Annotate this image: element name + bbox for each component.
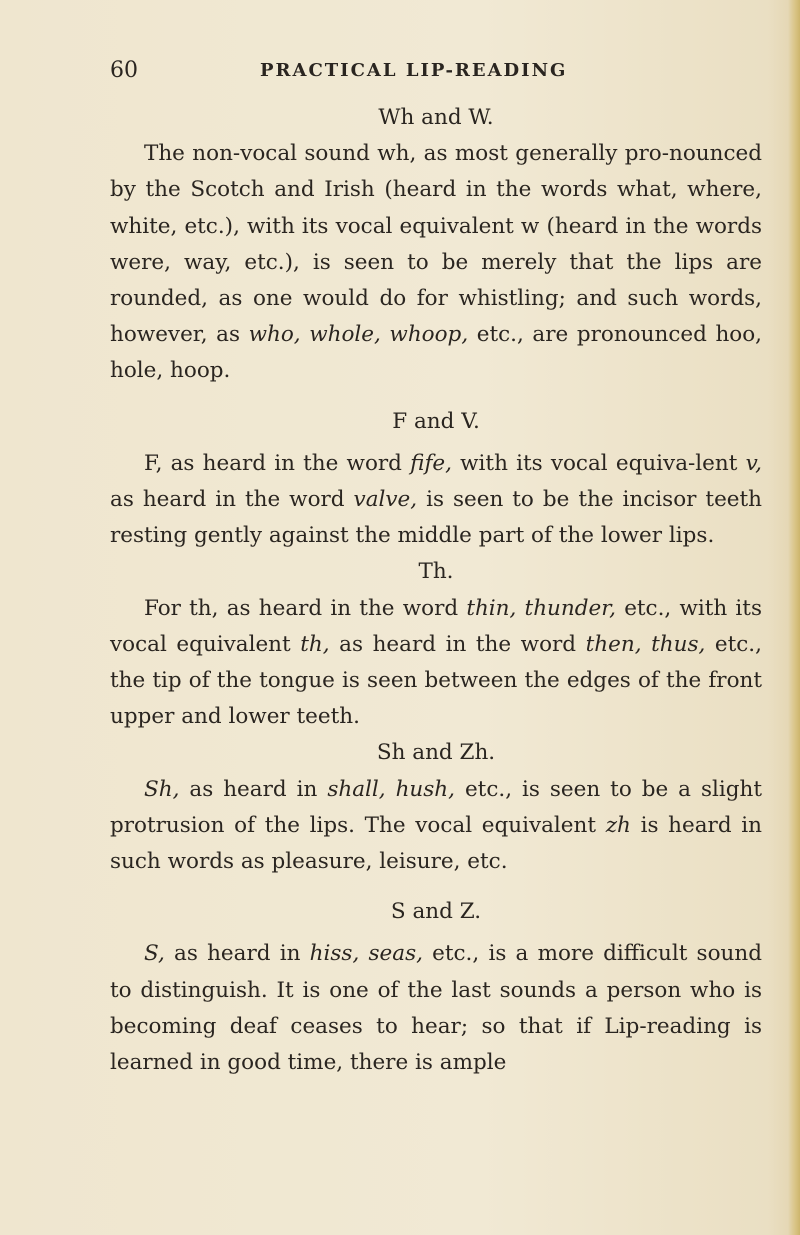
paragraph-fv: F, as heard in the word fife, with its vocal equiva-lent v, as heard in the word valve, is seen to be the incisor teeth resting gently against the middle part of the lower lips. (110, 450, 762, 549)
paragraph-th: For th, as heard in the word thin, thunder, etc., with its vocal equivalent th, as heard in the word then, thus, etc., the tip of the tongue is seen between the edges of the front upper and lower teeth. (110, 595, 762, 730)
page-number: 60 (110, 58, 138, 83)
paragraph-wh: The non-vocal sound wh, as most generally pro-nounced by the Scotch and Irish (heard in the words what, where, white, etc.), with its vocal equivalent w (heard in the words were, way, etc.), is seen to be merely that the lips are rounded, as one would do for whistling; and such words, however, as who, whole, whoop, etc., are pronounced hoo, hole, hoop. (110, 141, 763, 384)
paragraph-sz: S, as heard in hiss, seas, etc., is a more difficult sound to distinguish. It is one of the last sounds a person who is becoming deaf ceases to hear; so that if Lip-reading is learned in good time, there is ample (110, 941, 762, 1076)
page-edge (788, 0, 800, 1235)
heading-f-and-v: F and V. (392, 408, 480, 434)
heading-wh-and-w: Wh and W. (378, 105, 494, 130)
heading-sh-and-zh: Sh and Zh. (376, 740, 496, 766)
heading-th: Th. (418, 559, 454, 585)
page-header (110, 58, 760, 88)
heading-s-and-z: S and Z. (390, 899, 482, 925)
page-body (110, 100, 762, 1081)
running-title: PRACTICAL LIP-READING (260, 60, 568, 81)
paragraph-sh: Sh, as heard in shall, hush, etc., is seen to be a slight protrusion of the lips. The vocal equivalent zh is heard in such words as pleasure, leisure, etc. (110, 776, 763, 875)
